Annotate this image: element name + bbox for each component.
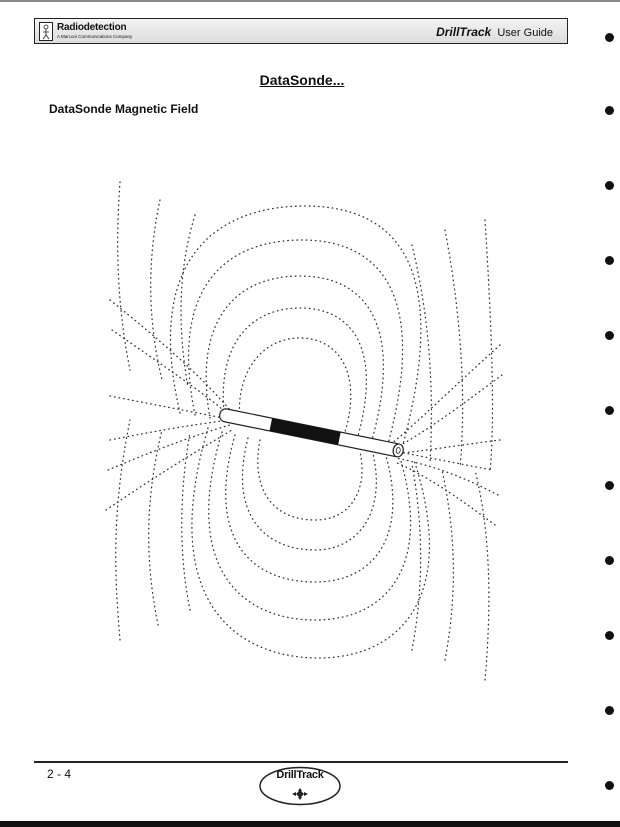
page-header (34, 18, 568, 44)
field-line-lower-right-1 (475, 470, 489, 680)
field-fan-right-3 (395, 440, 500, 454)
binder-hole-icon (605, 106, 614, 115)
field-loop-lower-4 (209, 432, 411, 620)
binder-hole-icon (605, 481, 614, 490)
guide-title (436, 25, 553, 39)
footer-rule (34, 761, 568, 763)
field-line-outer-left-3 (181, 215, 195, 388)
binder-hole-icon (605, 256, 614, 265)
binder-hole-icon (605, 181, 614, 190)
field-loop-lower-2 (242, 438, 376, 550)
section-heading: DataSonde Magnetic Field (49, 102, 199, 116)
field-line-outer-right-3 (412, 245, 431, 464)
product-name: DrillTrack (436, 25, 492, 39)
field-loop-lower-1 (258, 440, 362, 520)
field-fan-right-1 (390, 345, 500, 445)
field-line-lower-right-2 (442, 470, 453, 660)
top-edge (0, 0, 620, 2)
field-fan-left-4 (108, 425, 230, 470)
binder-hole-icon (605, 631, 614, 640)
guide-label: User Guide (497, 27, 553, 39)
field-line-outer-right-2 (445, 230, 463, 468)
field-loop-upper-5 (171, 206, 421, 448)
field-line-lower-left-1 (116, 420, 130, 640)
magnetic-field-diagram (90, 170, 530, 690)
field-line-lower-left-2 (149, 430, 162, 625)
field-fan-left-5 (106, 430, 232, 510)
scan-edge (0, 821, 620, 827)
page-title: DataSonde... (259, 72, 345, 88)
page-number: 2 - 4 (47, 767, 72, 781)
brand-name: Radiodetection (57, 22, 127, 33)
brand-tagline: A Marconi Communications Company (57, 34, 133, 39)
field-fan-left-1 (110, 300, 230, 410)
field-line-lower-right-3 (412, 464, 421, 650)
datasonde-body (219, 408, 405, 458)
binder-hole-icon (605, 406, 614, 415)
field-fan-right-2 (392, 375, 502, 450)
datasonde-coil (270, 418, 341, 445)
binder-hole-icon (605, 33, 614, 42)
field-line-lower-left-3 (182, 432, 190, 610)
badge-label: DrillTrack (276, 769, 324, 781)
binder-hole-icon (605, 781, 614, 790)
binder-hole-icon (605, 331, 614, 340)
field-fan-right-4 (396, 458, 498, 495)
field-fan-left-2 (112, 330, 228, 414)
field-line-outer-right-1 (485, 220, 492, 472)
binder-hole-icon (605, 556, 614, 565)
binder-hole-icon (605, 706, 614, 715)
field-loop-lower-5 (192, 428, 429, 658)
radiodetection-logo-icon (39, 22, 53, 41)
field-loop-lower-3 (226, 435, 393, 582)
field-line-outer-left-2 (151, 200, 162, 380)
field-line-outer-left-1 (118, 182, 130, 370)
